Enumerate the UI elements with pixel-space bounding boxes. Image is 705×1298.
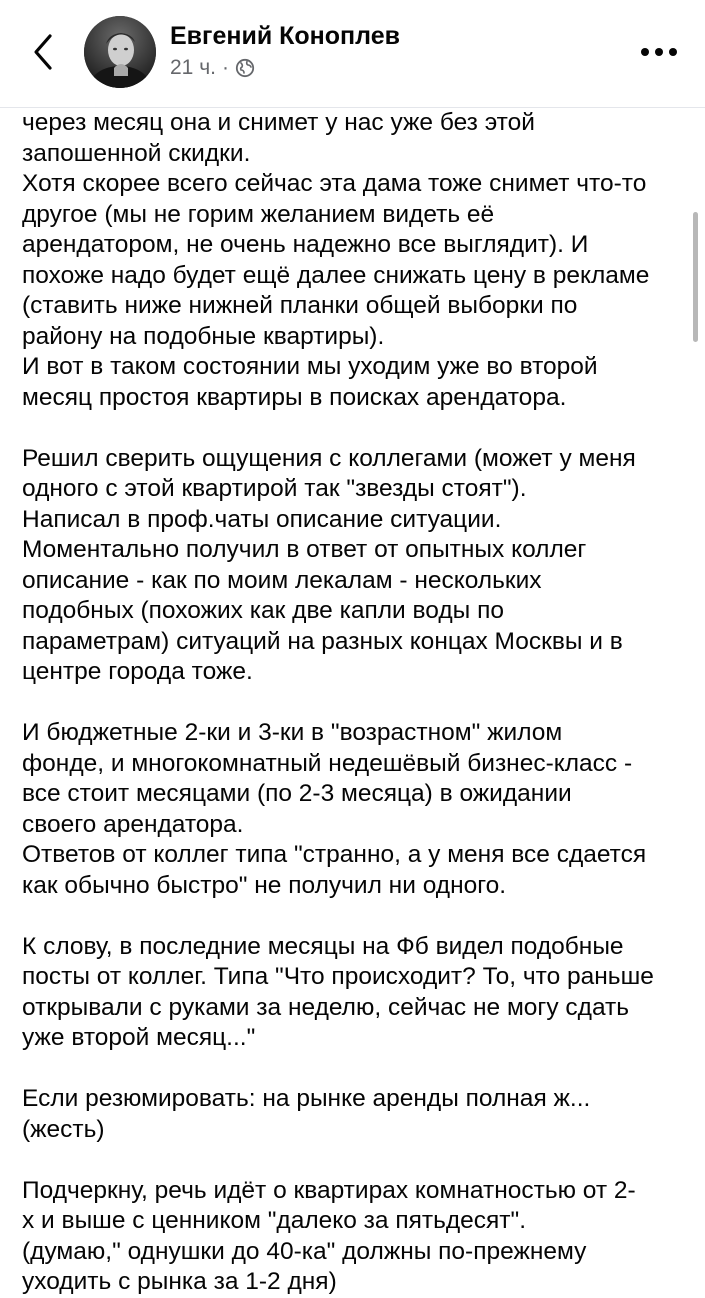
post-text-line: все стоит месяцами (по 2-3 месяца) в ожидании	[22, 780, 572, 807]
chevron-left-icon	[32, 32, 56, 72]
post-text-line: Моментально получил в ответ от опытных коллег	[22, 536, 587, 563]
post-text-line: центре города тоже.	[22, 658, 253, 685]
post-text-line: похоже надо будет ещё далее снижать цену в рекламе	[22, 261, 650, 289]
post-text-line: Если резюмировать: на рынке аренды полная ж...	[22, 1085, 591, 1112]
post-header	[0, 0, 705, 108]
post-text	[22, 108, 684, 1298]
scrollbar[interactable]	[693, 212, 698, 342]
post-text-line: своего арендатора.	[22, 810, 244, 838]
post-text-line: И бюджетные 2-ки и 3-ки в "возрастном" жилом	[22, 719, 563, 746]
globe-icon	[235, 58, 255, 78]
post-text-line: как обычно быстро" не получил ни одного.	[22, 871, 507, 899]
post-text-line: посты от коллег. Типа "Что происходит? То, что раньше	[22, 963, 654, 990]
post-text-line: (жесть)	[22, 1115, 105, 1143]
post-text-line: К слову, в последние месяцы на Фб видел подобные	[22, 932, 624, 960]
author-name[interactable]: Евгений Коноплев	[170, 22, 400, 50]
post-text-line: открывали с руками за неделю, сейчас не могу сдать	[22, 993, 630, 1021]
post-text-line: Написал в проф.чаты описание ситуации.	[22, 505, 502, 533]
post-text-line: х и выше с ценником "далеко за пятьдесят".	[22, 1207, 527, 1234]
post-text-line: (ставить ниже нижней планки общей выборки по	[22, 292, 578, 319]
more-options-button[interactable]	[637, 34, 681, 70]
post-text-line: Подчеркну, речь идёт о квартирах комнатностью от 2-	[22, 1176, 636, 1204]
post-text-line: И вот в таком состоянии мы уходим уже во второй	[22, 353, 598, 380]
paragraph-spacer	[22, 901, 684, 932]
paragraph-spacer	[22, 688, 684, 719]
post-text-line: уже второй месяц..."	[22, 1024, 256, 1051]
post-text-line: Решил сверить ощущения с коллегами (может у меня	[22, 444, 636, 472]
post-text-line: параметрам) ситуаций на разных концах Москвы и в	[22, 627, 623, 655]
post-text-line: описание - как по моим лекалам - нескольких	[22, 566, 542, 594]
post-text-line: (думаю," однушки до 40-ка" должны по-прежнему	[22, 1237, 587, 1265]
paragraph-spacer	[22, 413, 684, 444]
post-text-line: через месяц она и снимет у нас уже без этой	[22, 109, 535, 136]
post-text-line: Ответов от коллег типа "странно, а у меня все сдается	[22, 841, 647, 868]
post-text-line: фонде, и многокомнатный недешёвый бизнес-класс -	[22, 749, 633, 777]
paragraph-spacer	[22, 1054, 684, 1085]
post-text-line: одного с этой квартирой так "звезды стоят").	[22, 475, 527, 502]
more-horizontal-icon	[639, 47, 679, 57]
post-meta	[170, 56, 255, 80]
post-text-line: подобных (похожих как две капли воды по	[22, 597, 504, 624]
back-button[interactable]	[24, 28, 64, 76]
meta-separator: ·	[221, 56, 229, 79]
post-text-line: району на подобные квартиры).	[22, 322, 385, 350]
post-text-line: месяц простоя квартиры в поисках арендатора.	[22, 383, 567, 411]
paragraph-spacer	[22, 1145, 684, 1176]
post-text-line: запошенной скидки.	[22, 139, 251, 167]
post-text-line: арендатором, не очень надежно все выглядит). И	[22, 231, 589, 258]
post-text-line: другое (мы не горим желанием видеть её	[22, 200, 495, 228]
post-timestamp[interactable]: 21 ч.	[170, 56, 216, 79]
post-text-line: уходить с рынка за 1-2 дня)	[22, 1268, 337, 1295]
avatar-photo	[84, 16, 156, 88]
avatar[interactable]	[84, 16, 156, 88]
post-text-line: Хотя скорее всего сейчас эта дама тоже снимет что-то	[22, 170, 647, 197]
